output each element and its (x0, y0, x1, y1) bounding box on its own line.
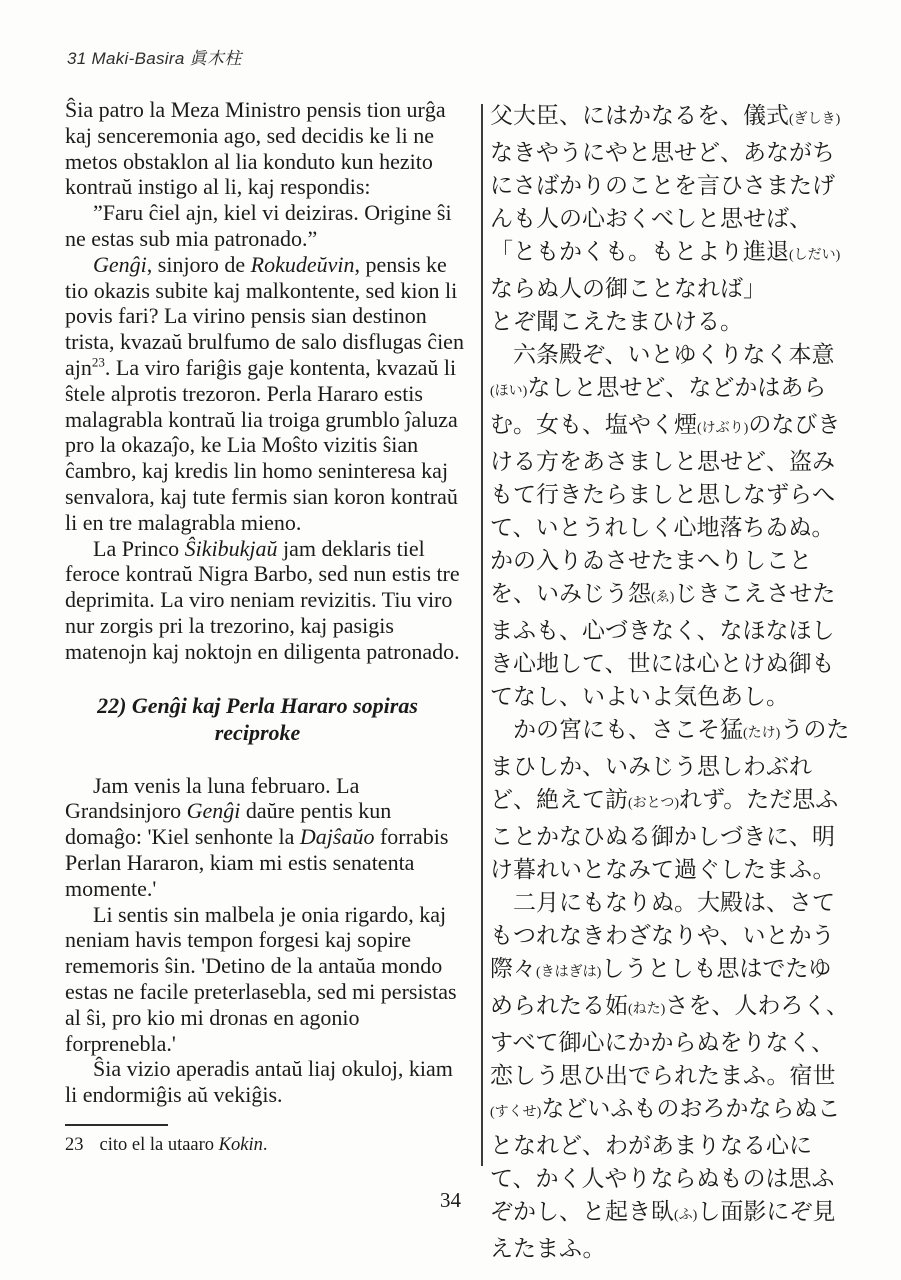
japanese-paragraph: 父大臣、にはかなるを、儀式(ぎしき)なきやうにやと思せど、あながちにさばかりのことを言ひさまたげんも人の心おくべしと思せば、 (490, 103, 841, 231)
footnote-body: cito el la utaaro Kokin. (99, 1134, 268, 1155)
esperanto-paragraph: Ŝia vizio aperadis antaŭ liaj okuloj, kiam li endormiĝis aŭ vekiĝis. (65, 1056, 453, 1108)
esperanto-paragraph: Jam venis la luna februaro. La Grandsinjoro Genĝi daŭre pentis kun domaĝo: 'Kiel senhonte la Dajŝaŭo forrabis Perlan Hararon, kiam mi estis senatenta momente.' (65, 772, 449, 901)
japanese-paragraph: 六条殿ぞ、いとゆくりなく本意(ほい)なしと思せど、などかはあらむ。女も、塩やく煙(けぶり)のなびきける方をあさましと思せど、盗みもて行きたらましと思しなずらへて、いとうれしく心地落ちゐぬ。かの入りゐさせたまへりしことを、いみじう怨(ゑ)じきこえさせたまふも、心づきなく、なほなほしき心地して、世には心とけぬ御もてなし、いよいよ気色あし。 (490, 342, 841, 709)
japanese-paragraph: とぞ聞こえたまひける。 (490, 309, 743, 334)
footnote-rule (65, 1124, 168, 1126)
running-header: 31 Maki-Basira 眞木柱 (67, 49, 242, 68)
page-number: 34 (440, 1188, 461, 1212)
footnote (65, 1124, 464, 1157)
japanese-paragraph: 二月にもなりぬ。大殿は、さてもつれなきわざなりや、いとかう際々(きはぎは)しうとしも思はでたゆめられたる妬(ねた)さを、人わろく、すべて御心にかからぬをりなく、恋しう思ひ出でられたまふ。宿世(すくせ)などいふものおろかならぬことなれど、わがあまりなる心にて、かく人やりならぬものは思ふぞかし、と起き臥(ふ)し面影にぞ見えたまふ。 (490, 890, 849, 1261)
japanese-paragraph: かの宮にも、さこそ猛(たけ)うのたまひしか、いみじう思しわぶれど、絶えて訪(おとつ)れず。ただ思ふことかなひぬる御かしづきに、明け暮れいとなみて過ぐしたまふ。 (490, 717, 850, 882)
esperanto-paragraph: Ŝia patro la Meza Ministro pensis tion urĝa kaj senceremonia ago, sed decidis ke li ne metos obstaklon al lia konduto kun hezito kontraŭ instigo al li, kaj respondis: (65, 97, 446, 200)
japanese-quote-paragraph: 「ともかくも。もとより進退(しだい)ならぬ人の御ことなれば」 (490, 239, 841, 301)
esperanto-paragraph: La Princo Ŝikibukjaŭ jam deklaris tiel feroce kontraŭ Nigra Barbo, sed nun estis tre deprimita. La viro neniam revizitis. Tiu viro nur zorgis pri la trezorino, kaj pasigis matenojn kaj noktojn en diligenta patronado. (65, 535, 460, 664)
right-column-japanese (490, 99, 851, 1265)
column-divider (481, 104, 483, 1166)
left-column-esperanto (65, 97, 464, 1157)
esperanto-paragraph: Genĝi, sinjoro de Rokudeŭvin, pensis ke tio okazis subite kaj malkontente, sed kion li povis fari? La virino pensis sian destinon trista, kvazaŭ brulfumo de salo disflugas ĉien ajn$^{23}$. La viro fariĝis gaje kontenta, kvazaŭ li ŝtele alprotis trezoron. Perla Hararo estis malagrabla kontraŭ lia troiga grumblo ĵaluza pro la okazaĵo, ke Lia Moŝto vizitis ŝian ĉambro, kaj kredis lin homo seninteresa kaj senvalora, kaj tute fermis sian koron kontraŭ li en tre malagrabla mieno. (65, 251, 464, 535)
esperanto-quote-paragraph: ”Faru ĉiel ajn, kiel vi deiziras. Origine ŝi ne estas sub mia patronado.” (65, 200, 452, 251)
esperanto-paragraph: Li sentis sin malbela je onia rigardo, kaj neniam havis tempon forgesi kaj sopire rememoris ŝin. 'Detino de la antaŭa mondo estas ne facile preterlasebla, sed mi persistas al ŝi, pro kio mi dronas en agonio forprenebla.' (65, 901, 457, 1056)
footnote-number: 23 (65, 1134, 84, 1155)
footnote-text (65, 1134, 464, 1157)
section-heading: 22) Genĝi kaj Perla Hararo sopiras reciproke (97, 692, 418, 745)
